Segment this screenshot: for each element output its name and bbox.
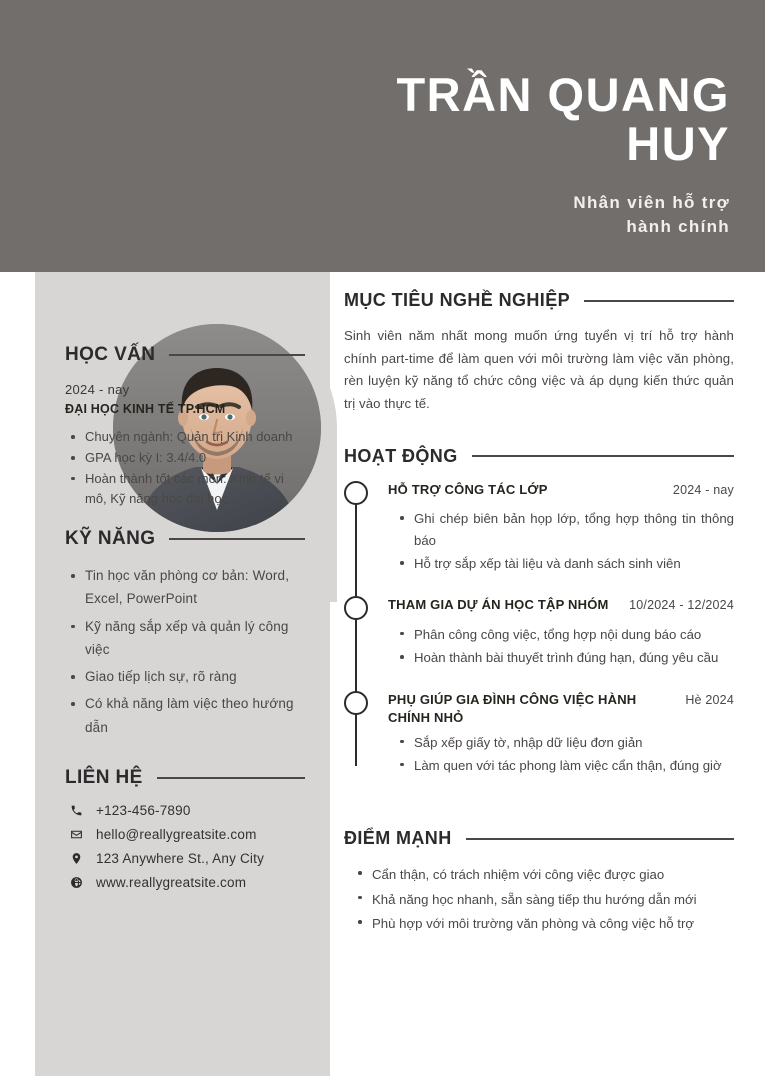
timeline-item-header [388,481,734,499]
strengths-bullets [344,863,734,936]
activities-timeline [344,481,734,776]
education-heading-text: HỌC VẤN [65,344,156,365]
contact-address[interactable] [65,851,305,866]
job-title: Nhân viên hỗ trợ hành chính [573,192,730,237]
sidebar [35,272,330,1076]
contact-list [65,803,305,890]
skills-section [65,528,305,739]
education-section [65,344,305,508]
strengths-section [344,828,734,936]
timeline-item-header [388,691,734,728]
list-item: Khả năng học nhanh, sẵn sàng tiếp thu hướng dẫn mới [356,888,734,912]
name-line-2: HUY [626,117,730,171]
sidebar-content [65,344,305,899]
timeline-item-date: Hè 2024 [685,692,734,707]
timeline-item-bullets [388,624,734,669]
heading-rule [584,300,734,302]
timeline-item [388,481,734,575]
list-item: Làm quen với tác phong làm việc cẩn thận, đúng giờ [398,755,734,776]
contact-heading [65,767,305,789]
objective-heading-text: MỤC TIÊU NGHỀ NGHIỆP [344,290,571,310]
timeline-dot-icon [344,596,368,620]
heading-rule [472,455,734,457]
main-column [344,290,734,937]
name-block [330,70,730,240]
skills-heading [65,528,305,550]
timeline-dot-icon [344,691,368,715]
phone-icon [69,803,84,818]
timeline-item-title: PHỤ GIÚP GIA ĐÌNH CÔNG VIỆC HÀNH CHÍNH NHỎ [388,691,637,726]
education-heading [65,344,305,366]
list-item: Hỗ trợ sắp xếp tài liệu và danh sách sinh viên [398,553,734,574]
list-item: Kỹ năng sắp xếp và quản lý công việc [69,615,305,661]
skills-bullets [65,564,305,739]
spacer [65,514,305,528]
timeline-item-bullets [388,732,734,777]
objective-section [344,290,734,416]
spacer [344,416,734,446]
contact-address-text: 123 Anywhere St., Any City [96,850,265,866]
spacer [65,745,305,767]
timeline-item [388,596,734,668]
timeline-item-title: HỖ TRỢ CÔNG TÁC LỚP [388,481,548,497]
education-school: ĐẠI HỌC KINH TẾ TP.HCM [65,401,226,416]
heading-rule [466,838,734,840]
timeline-item-date: 10/2024 - 12/2024 [629,598,734,613]
list-item: Giao tiếp lịch sự, rõ ràng [69,665,305,688]
objective-text: Sinh viên năm nhất mong muốn ứng tuyển vị trí hỗ trợ hành chính part-time để làm quen với môi trường làm việc văn phòng, rèn luyện kỹ năng tổ chức công việc và áp dụng kiến thức quản trị vào thực tế. [344,328,734,412]
timeline-item-title: THAM GIA DỰ ÁN HỌC TẬP NHÓM [388,597,609,613]
heading-rule [157,777,305,779]
timeline-item [388,691,734,777]
envelope-icon [69,827,84,842]
list-item: GPA học kỳ I: 3.4/4.0 [69,448,305,468]
education-date: 2024 - nay [65,382,130,397]
education-bullets [65,427,305,508]
objective-heading [344,290,734,311]
name-line-1: TRẦN QUANG [396,68,730,121]
contact-section [65,767,305,890]
list-item: Phù hợp với môi trường văn phòng và công việc hỗ trợ [356,912,734,936]
heading-rule [169,538,305,540]
timeline-item-bullets [388,508,734,574]
spacer [344,798,734,828]
strengths-heading [344,828,734,849]
timeline-dot-icon [344,481,368,505]
list-item: Hoàn thành bài thuyết trình đúng hạn, đúng yêu cầu [398,647,734,668]
contact-phone[interactable] [65,803,305,818]
contact-heading-text: LIÊN HỆ [65,766,143,788]
globe-icon [69,875,84,890]
contact-email-text: hello@reallygreatsite.com [96,826,257,842]
activities-heading-text: HOẠT ĐỘNG [344,445,458,466]
contact-website[interactable] [65,875,305,890]
strengths-heading-text: ĐIỂM MẠNH [344,828,452,849]
list-item: Hoàn thành tốt các môn: Kinh tế vi mô, Kỹ năng học đại học [69,469,305,509]
list-item: Ghi chép biên bản họp lớp, tổng hợp thông tin thông báo [398,508,734,551]
list-item: Có khả năng làm việc theo hướng dẫn [69,692,305,738]
skills-heading-text: KỸ NĂNG [65,528,156,550]
activities-heading [344,446,734,467]
list-item: Phân công công việc, tổng hợp nội dung báo cáo [398,624,734,645]
activities-section [344,446,734,776]
list-item: Tin học văn phòng cơ bản: Word, Excel, PowerPoint [69,564,305,610]
list-item: Sắp xếp giấy tờ, nhập dữ liệu đơn giản [398,732,734,753]
location-pin-icon [69,851,84,866]
timeline-item-date: 2024 - nay [672,482,734,497]
contact-phone-text: +123-456-7890 [96,802,191,818]
list-item: Cẩn thận, có trách nhiệm với công việc được giao [356,863,734,887]
timeline-axis [355,491,357,766]
contact-email[interactable] [65,827,305,842]
contact-website-text: www.reallygreatsite.com [96,874,247,890]
list-item: Chuyên ngành: Quản trị Kinh doanh [69,427,305,447]
timeline-item-header [388,596,734,614]
heading-rule [169,354,305,356]
